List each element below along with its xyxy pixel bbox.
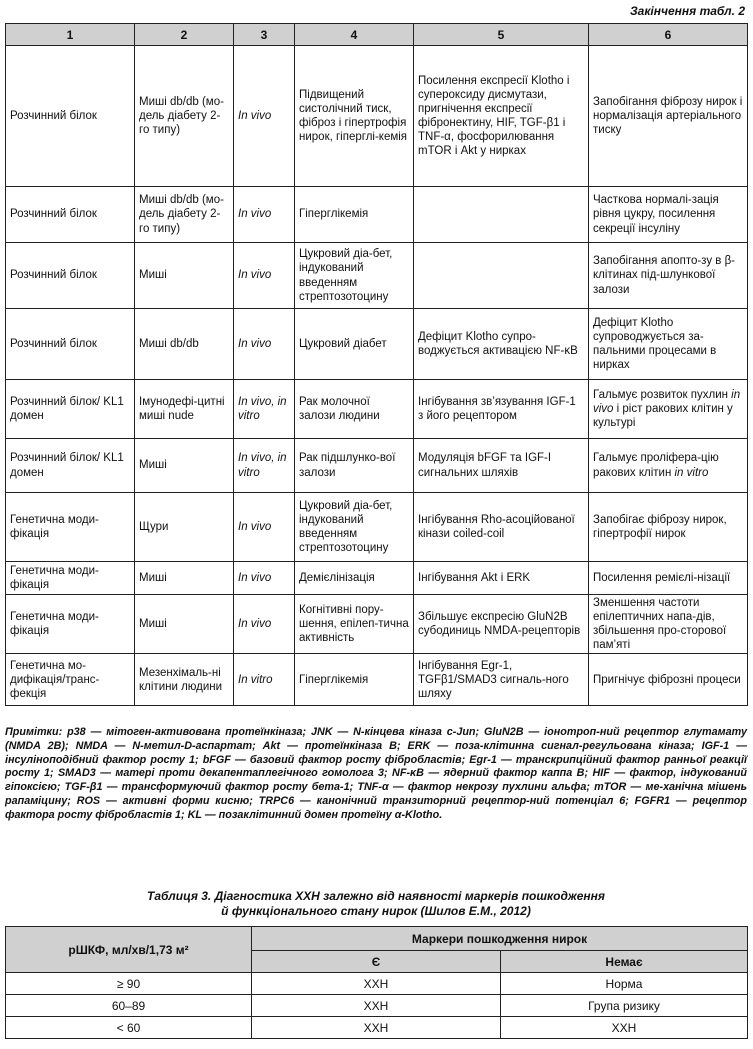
table-cell: In vitro — [234, 654, 295, 706]
table-cell: Імунодефі-цитні миші nude — [135, 380, 234, 439]
column-header: 6 — [589, 24, 748, 46]
table-3-title — [5, 889, 747, 919]
column-header: 1 — [6, 24, 135, 46]
table-row — [6, 1017, 748, 1039]
table-cell: Посилення ремієлі-нізації — [589, 562, 748, 595]
table-2-header-row — [6, 24, 748, 46]
table-2 — [5, 23, 748, 706]
table-cell: ≥ 90 — [6, 973, 252, 995]
column-header: 4 — [295, 24, 414, 46]
table-cell: In vivo, in vitro — [234, 439, 295, 493]
table-cell: Генетична моди-фікація — [6, 493, 135, 562]
table-cell: Пригнічує фіброзні процеси — [589, 654, 748, 706]
table-row — [6, 243, 748, 309]
table-row — [6, 562, 748, 595]
table-cell: ХХН — [252, 995, 501, 1017]
table-cell: In vivo — [234, 187, 295, 243]
table-cell: Запобігання апопто-зу в β-клітинах під-шлункової залози — [589, 243, 748, 309]
table-cell: In vivo — [234, 493, 295, 562]
markers-group-header: Маркери пошкодження нирок — [252, 927, 748, 951]
table-cell: Гальмує розвиток пухлин in vivo і ріст ракових клітин у культурі — [589, 380, 748, 439]
table-cell: Гальмує проліфера-цію ракових клітин in vitro — [589, 439, 748, 493]
table-cell: Цукровий діабет — [295, 309, 414, 380]
table-row — [6, 187, 748, 243]
latin-term: in vivo — [593, 388, 741, 415]
table-cell: ХХН — [252, 973, 501, 995]
table-cell: Дефіцит Klotho супроводжується за-пальними процесами в нирках — [589, 309, 748, 380]
table-cell: Генетична моди-фікація — [6, 562, 135, 595]
table-cell: Збільшує експресію GluN2B субодиниць NMDA-рецепторів — [414, 595, 589, 654]
table-cell: Розчинний білок — [6, 309, 135, 380]
table-cell: In vivo — [234, 562, 295, 595]
table-cell: Розчинний білок/ KL1 домен — [6, 439, 135, 493]
table-cell: 60–89 — [6, 995, 252, 1017]
table-cell: In vivo — [234, 46, 295, 187]
table-cell: Рак молочної залози людини — [295, 380, 414, 439]
table-cell: Миші — [135, 562, 234, 595]
table-cell: Запобігання фіброзу нирок і нормалізація артеріального тиску — [589, 46, 748, 187]
table-row — [6, 493, 748, 562]
table-cell: Розчинний білок — [6, 187, 135, 243]
markers-absent-header: Немає — [501, 951, 748, 973]
table-cell — [414, 187, 589, 243]
table-cell: Генетична моди-фікація — [6, 595, 135, 654]
table-cell: Когнітивні пору-шення, епілеп-тична активність — [295, 595, 414, 654]
column-header: 3 — [234, 24, 295, 46]
table-cell: In vivo, in vitro — [234, 380, 295, 439]
table-cell: Рак підшлунко-вої залози — [295, 439, 414, 493]
table-cell: Генетична мо-дифікація/транс-фекція — [6, 654, 135, 706]
table-cell: Група ризику — [501, 995, 748, 1017]
table-cell: Мезенхімаль-ні клітини людини — [135, 654, 234, 706]
table-cell: Щури — [135, 493, 234, 562]
table-cell: Інгібування Egr-1, TGFβ1/SMAD3 сигналь-ного шляху — [414, 654, 589, 706]
table-row — [6, 654, 748, 706]
table-3-title-line: й функціонального стану нирок (Шилов Е.М., 2012) — [221, 904, 531, 918]
table-row — [6, 595, 748, 654]
latin-term: in vitro — [674, 466, 709, 479]
table-cell: Запобігає фіброзу нирок, гіпертрофії нирок — [589, 493, 748, 562]
table-cell: Розчинний білок — [6, 46, 135, 187]
table-row — [6, 439, 748, 493]
table-cell: Демієлінізація — [295, 562, 414, 595]
table-cell: < 60 — [6, 1017, 252, 1039]
table-notes: Примітки: p38 — мітоген-активована протеїнкіназа; JNK — N-кінцева кіназа c-Jun; GluN2B — іонотроп-ний рецептор глутамату (NMDA 2B); NMDA — N-метил-D-аспартат; Akt — протеїнкіназа B; ERK — поза-клітинна сигнал-регульована кіназа; IGF-1 — інсуліноподібний фактор росту 1; bFGF — базовий фактор росту фібробластів; Egr-1 — транскрипційний фактор ранньої реакції росту 1; SMAD3 — матері проти декапентаплегічного гомолога 3; NF-κB — ядерний фактор каппа B; HIF — фактор, індукований гіпоксією; TGF-β1 — трансформуючий фактор росту бета-1; TNF-α — фактор некрозу пухлини альфа; mTOR — ме-ханічна мішень рапаміцину; ROS — активні форми кисню; TRPC6 — канонічний транзиторний рецептор-ний потенціал 6; FGFR1 — рецептор фактора росту фібробластів 1; KL — позаклітинний домен протеїну α-Klotho. — [5, 726, 747, 821]
table-cell: Розчинний білок/ KL1 домен — [6, 380, 135, 439]
table-cell: Розчинний білок — [6, 243, 135, 309]
gfr-column-header: рШКФ, мл/хв/1,73 м² — [6, 927, 252, 973]
table-cell: Інгібування Rho-асоційованої кінази coiled-coil — [414, 493, 589, 562]
table-row — [6, 309, 748, 380]
table-cell: Миші db/db (мо-дель діабету 2-го типу) — [135, 187, 234, 243]
column-header: 2 — [135, 24, 234, 46]
table-cell: Цукровий діа-бет, індукований введенням стрептозотоцину — [295, 493, 414, 562]
table-3 — [5, 926, 748, 1039]
table-cell: Інгібування Akt і ERK — [414, 562, 589, 595]
table-cell: Миші db/db (мо-дель діабету 2-го типу) — [135, 46, 234, 187]
table-cell: In vivo — [234, 595, 295, 654]
table-3-title-line: Таблиця 3. Діагностика ХХН залежно від наявності маркерів пошкодження — [147, 889, 605, 903]
table-cell: Миші db/db — [135, 309, 234, 380]
table-cell: Миші — [135, 439, 234, 493]
table-cell: Миші — [135, 595, 234, 654]
table-cell: Інгібування зв’язування IGF-1 з його рецептором — [414, 380, 589, 439]
table-row — [6, 995, 748, 1017]
table-cell: Цукровий діа-бет, індукований введенням стрептозотоцину — [295, 243, 414, 309]
table-cell: Дефіцит Klotho супро-воджується активацією NF-κB — [414, 309, 589, 380]
table-cell: Посилення експресії Klotho і супероксиду дисмутази, пригнічення експресії фібронектину, HIF, TGF-β1 і TNF-α, фосфорилювання mTOR і Akt у нирках — [414, 46, 589, 187]
table-cell: Зменшення частоти епілептичних напа-дів, збільшення про-сторової пам’яті — [589, 595, 748, 654]
table-cell: ХХН — [501, 1017, 748, 1039]
table-row — [6, 380, 748, 439]
table-cell: Норма — [501, 973, 748, 995]
table-row — [6, 973, 748, 995]
column-header: 5 — [414, 24, 589, 46]
table-cell: Модуляція bFGF та IGF-I сигнальних шляхів — [414, 439, 589, 493]
table-cell — [414, 243, 589, 309]
table-cell: ХХН — [252, 1017, 501, 1039]
table-cell: In vivo — [234, 243, 295, 309]
table-cell: Часткова нормалі-зація рівня цукру, посилення секреції інсуліну — [589, 187, 748, 243]
continuation-label: Закінчення табл. 2 — [629, 4, 745, 18]
table-cell: In vivo — [234, 309, 295, 380]
markers-present-header: Є — [252, 951, 501, 973]
table-cell: Підвищений систолічний тиск, фіброз і гіпертрофія нирок, гіперглі-кемія — [295, 46, 414, 187]
table-row — [6, 46, 748, 187]
table-cell: Миші — [135, 243, 234, 309]
table-cell: Гіперглікемія — [295, 187, 414, 243]
table-cell: Гіперглікемія — [295, 654, 414, 706]
